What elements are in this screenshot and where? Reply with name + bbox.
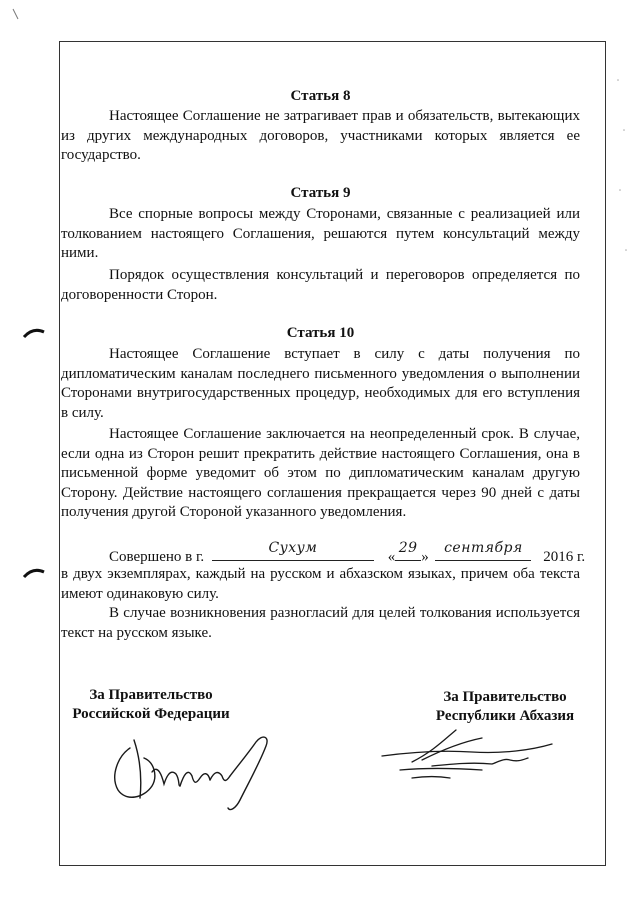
scan-edge-mark-top [23, 326, 45, 340]
article-9-paragraph-2: Порядок осуществления консультаций и переговоров определяется по договоренности Сторон. [61, 267, 580, 303]
signature-label-abkhazia-line1: За Правительство [443, 689, 567, 705]
signature-label-abkhazia [420, 688, 590, 726]
signature-label-russia-line1: За Правительство [89, 687, 213, 703]
done-year: 2016 г. [543, 549, 586, 565]
signature-russia [100, 728, 290, 818]
done-at-prefix: Совершено в г. [109, 549, 205, 565]
article-10-paragraph-2: Настоящее Соглашение заключается на неопределенный срок. В случае, если одна из Сторон решит прекратить действие настоящего Соглашения, она в письменной форме уведомит об этом по дипломатическим каналам другую Сторону. Действие настоящего соглашения прекращается через 90 дней с даты получения другой Стороной указанного уведомления. [61, 426, 580, 521]
signature-label-abkhazia-line2: Республики Абхазия [435, 708, 575, 724]
article-10-heading: Статья 10 [286, 325, 355, 341]
signature-label-russia [66, 686, 236, 724]
day-blank [395, 540, 421, 561]
day-handwritten: 29 [398, 540, 418, 557]
month-blank [435, 540, 531, 561]
article-9-paragraph-1: Все спорные вопросы между Сторонами, связанные с реализацией или толкованием настоящего Соглашения, решаются путем консультаций между ними. [61, 206, 580, 262]
day-open-quote: « [387, 549, 396, 565]
scan-corner-mark [11, 8, 21, 20]
signature-abkhazia [372, 722, 562, 792]
article-10-paragraph-3: в двух экземплярах, каждый на русском и абхазском языках, причем оба текста имеют одинаковую силу. [61, 566, 580, 602]
signature-label-russia-line2: Российской Федерации [72, 706, 230, 722]
city-handwritten: Сухум [268, 540, 318, 557]
scan-dots-right [612, 70, 632, 270]
scan-edge-mark-bottom [23, 566, 45, 580]
day-close-quote: » [421, 549, 429, 565]
article-8-heading: Статья 8 [290, 88, 351, 104]
article-10-paragraph-4: В случае возникновения разногласий для целей толкования используется текст на русском языке. [61, 605, 580, 641]
article-8-paragraph-1: Настоящее Соглашение не затрагивает прав и обязательств, вытекающих из других международных договоров, участниками которых является ее государство. [61, 108, 580, 164]
month-handwritten: сентября [444, 540, 523, 557]
article-10-paragraph-1: Настоящее Соглашение вступает в силу с даты получения по дипломатическим каналам последнего письменного уведомления о выполнении Сторонами внутригосударственных процедур, необходимых для его вступления в силу. [61, 346, 580, 421]
city-blank [212, 540, 374, 561]
article-9-heading: Статья 9 [290, 185, 351, 201]
